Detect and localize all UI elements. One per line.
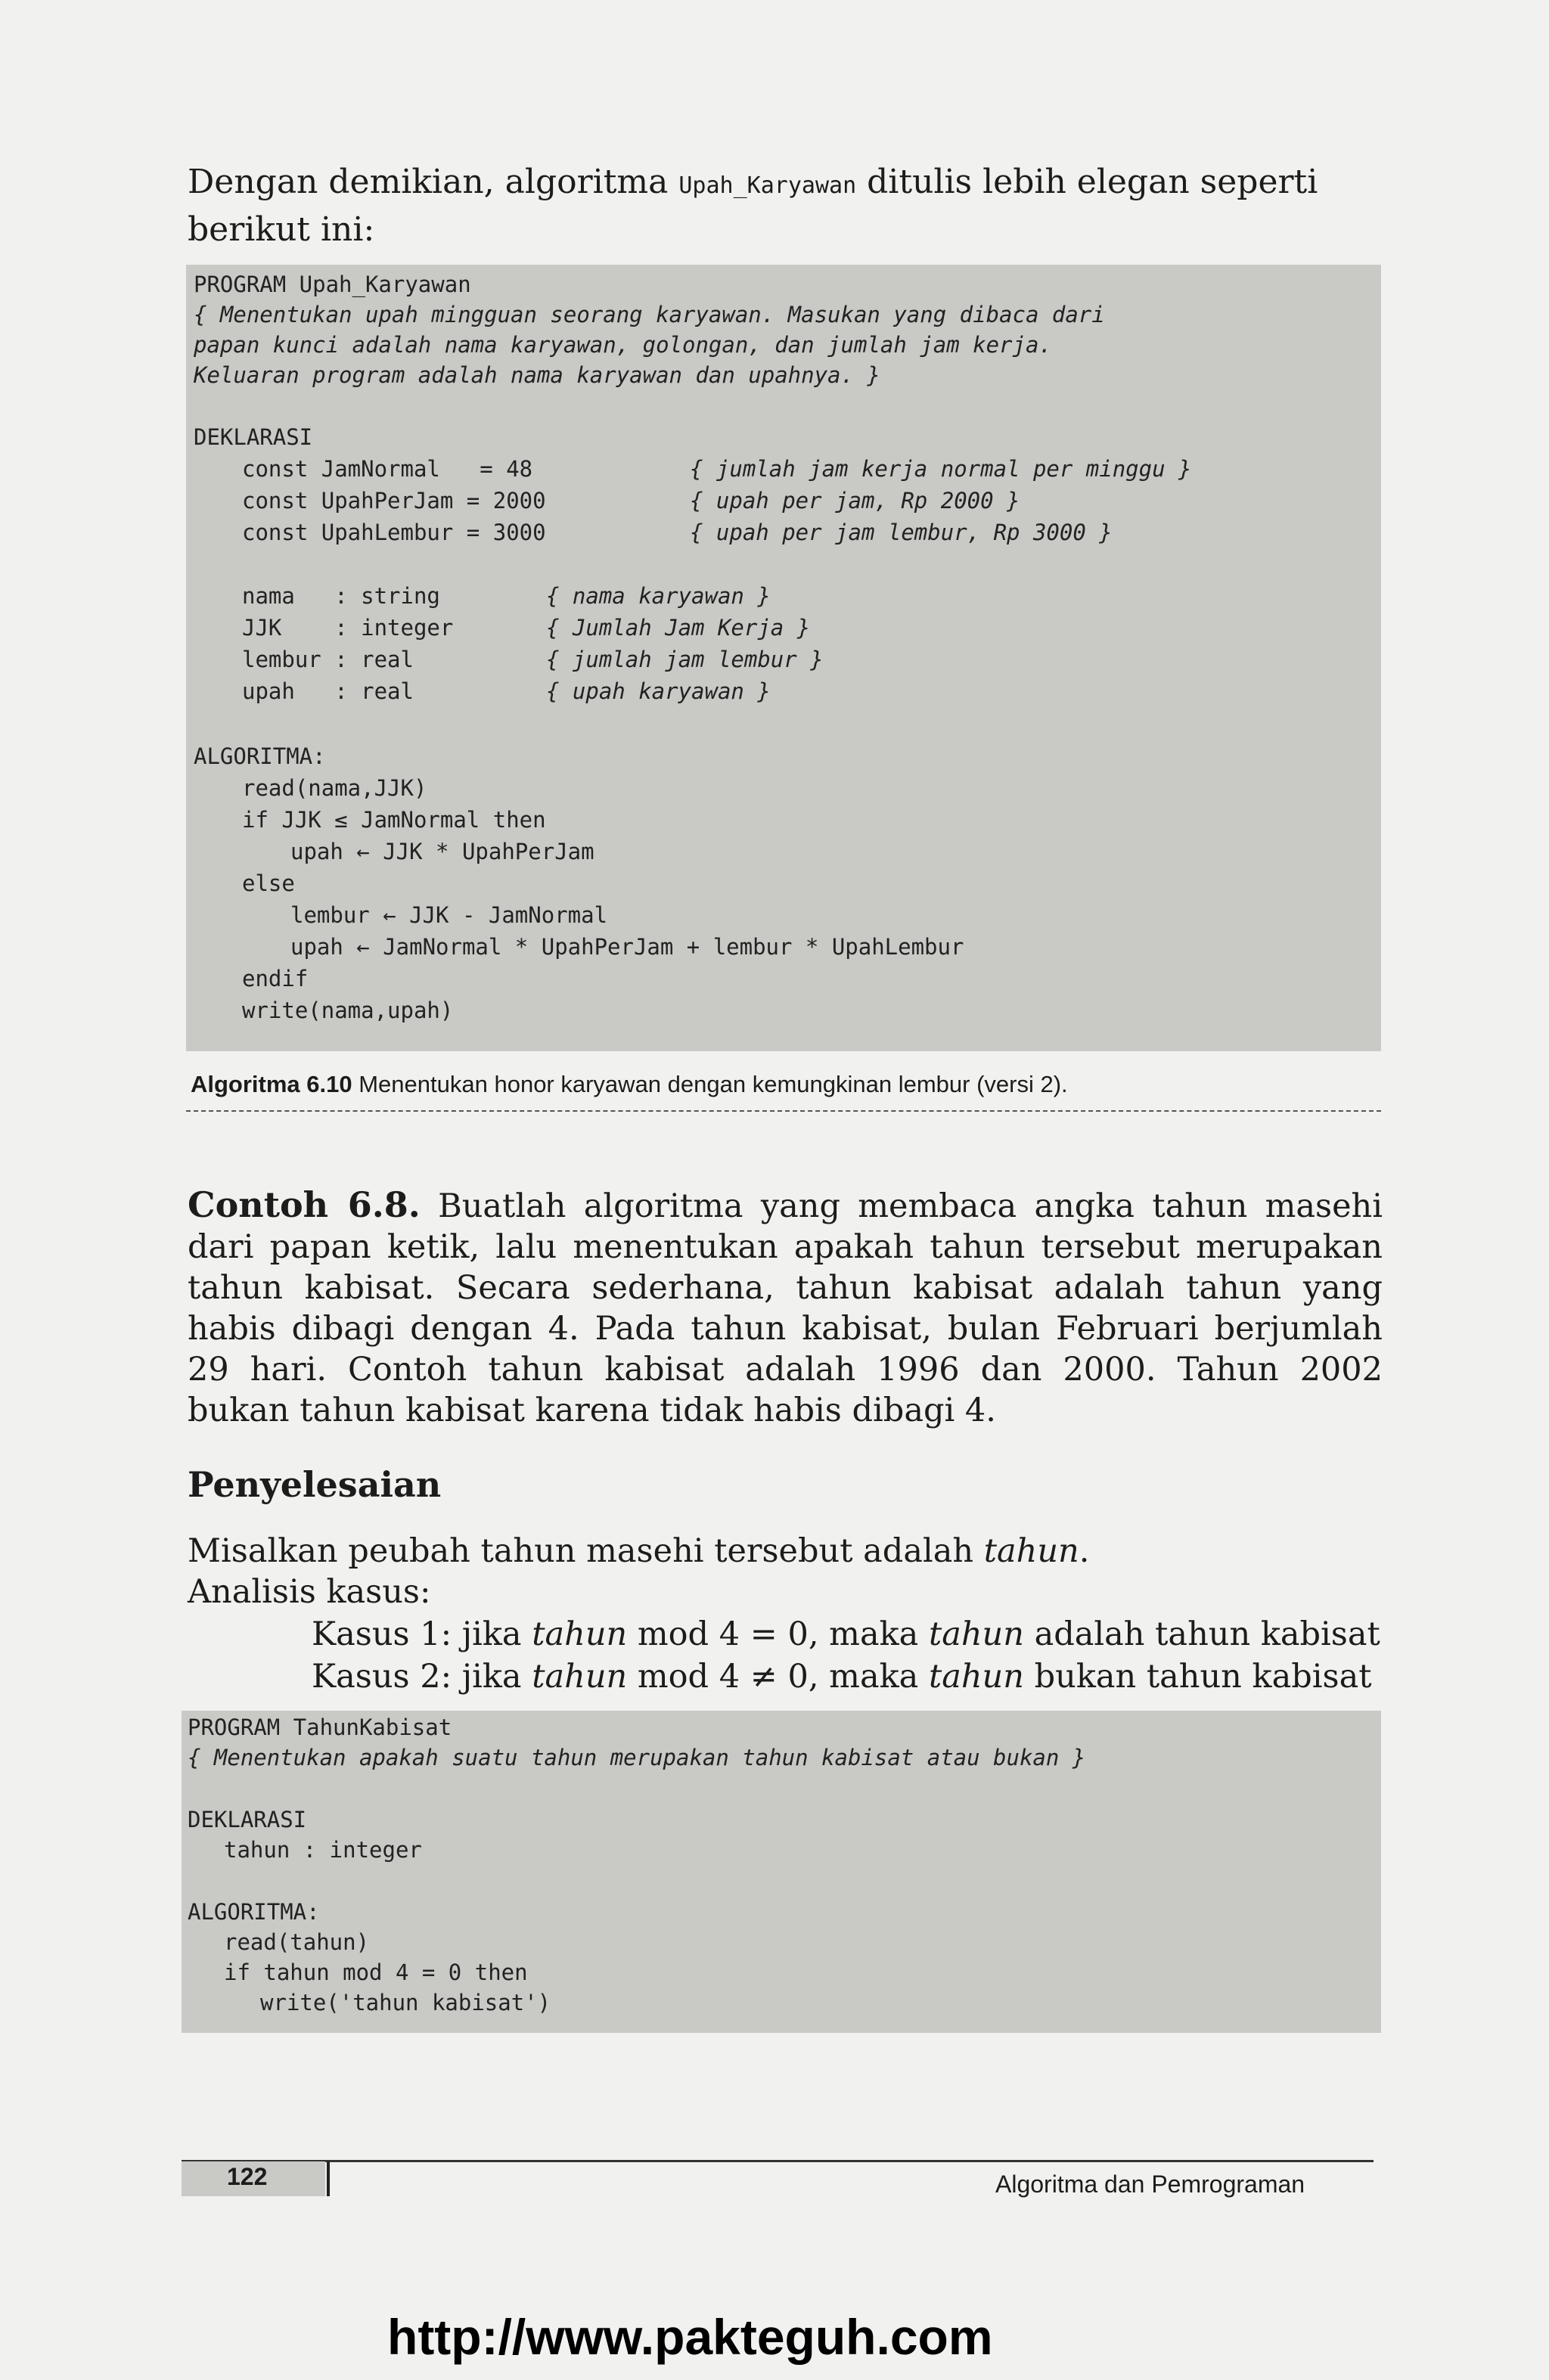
code2-comment: { Menentukan apakah suatu tahun merupakan tahun kabisat atau bukan }	[188, 1745, 1086, 1770]
case-1-mid: mod 4 = 0, maka	[627, 1615, 929, 1653]
code-var-lembur: lembur : real	[242, 647, 414, 672]
code2-write: write('tahun kabisat')	[260, 1990, 551, 2015]
case-2-var: tahun	[532, 1658, 628, 1696]
intro-text-pre: Dengan demikian, algoritma	[188, 163, 679, 201]
case-1-var2: tahun	[928, 1615, 1024, 1653]
code-deklarasi: DEKLARASI	[194, 424, 313, 450]
code2-deklarasi: DEKLARASI	[188, 1807, 307, 1832]
code-comment-line-1: { Menentukan upah mingguan seorang karyawan. Masukan yang dibaca dari	[194, 302, 1105, 327]
caption-text: Menentukan honor karyawan dengan kemungkinan lembur (versi 2).	[352, 1071, 1068, 1097]
solution-line-1	[188, 1531, 1383, 1572]
code-upah-lembur: upah ← JamNormal * UpahPerJam + lembur * UpahLembur	[290, 934, 964, 960]
solution-line-2: Analisis kasus:	[188, 1573, 431, 1611]
solution-line-1-var: tahun	[983, 1532, 1079, 1570]
book-title: Algoritma dan Pemrograman	[995, 2171, 1305, 2198]
footer-rule	[182, 2160, 1374, 2162]
code-lembur-calc: lembur ← JJK - JamNormal	[290, 902, 608, 928]
solution-line-1-end: .	[1079, 1532, 1090, 1570]
code-comment-jjk: { Jumlah Jam Kerja }	[546, 615, 811, 641]
code-write: write(nama,upah)	[242, 998, 454, 1023]
caption-divider	[186, 1110, 1381, 1112]
code2-read: read(tahun)	[224, 1929, 370, 1955]
intro-paragraph	[188, 160, 1398, 252]
code-const-upahperjam: const UpahPerJam = 2000	[242, 488, 546, 514]
case-2	[312, 1656, 1386, 1697]
case-2-mid: mod 4 ≠ 0, maka	[627, 1658, 929, 1696]
code-upah-normal: upah ← JJK * UpahPerJam	[290, 839, 594, 864]
example-title: Contoh 6.8.	[188, 1184, 421, 1225]
code-const-upahlembur: const UpahLembur = 3000	[242, 520, 546, 545]
case-1-pre: Kasus 1: jika	[312, 1615, 532, 1653]
watermark-url: http://www.pakteguh.com	[387, 2309, 993, 2365]
solution-heading: Penyelesaian	[188, 1464, 442, 1505]
code2-algoritma: ALGORITMA:	[188, 1899, 320, 1925]
algorithm-code-block	[186, 265, 1381, 1051]
case-1	[312, 1614, 1386, 1655]
code-comment-line-2: papan kunci adalah nama karyawan, golongan, dan jumlah jam kerja.	[194, 332, 1052, 358]
algorithm-caption	[191, 1071, 1386, 1098]
code-var-nama: nama : string	[242, 583, 440, 609]
intro-code-name: Upah_Karyawan	[678, 172, 857, 199]
code-comment-lembur: { jumlah jam lembur }	[546, 647, 824, 672]
code-line-program: PROGRAM Upah_Karyawan	[194, 272, 471, 297]
case-2-var2: tahun	[928, 1658, 1024, 1696]
code-comment-nama: { nama karyawan }	[546, 583, 771, 609]
code-read: read(nama,JJK)	[242, 775, 427, 801]
code-comment-upahperjam: { upah per jam, Rp 2000 }	[690, 488, 1020, 514]
code-algoritma: ALGORITMA:	[194, 743, 326, 769]
code-else: else	[242, 870, 295, 896]
code2-program: PROGRAM TahunKabisat	[188, 1714, 452, 1740]
code-var-jjk: JJK : integer	[242, 615, 454, 641]
code-var-upah: upah : real	[242, 678, 414, 704]
caption-label: Algoritma 6.10	[191, 1071, 352, 1097]
code-comment-jamnormal: { jumlah jam kerja normal per minggu }	[690, 456, 1192, 482]
code-endif: endif	[242, 966, 309, 991]
case-1-var: tahun	[532, 1615, 628, 1653]
tahunkabisat-code-block	[182, 1711, 1381, 2033]
code-comment-line-3: Keluaran program adalah nama karyawan dan upahnya. }	[194, 362, 880, 388]
solution-line-1-text: Misalkan peubah tahun masehi tersebut adalah	[188, 1532, 984, 1570]
case-2-post: bukan tahun kabisat	[1023, 1658, 1372, 1696]
code-if: if JJK ≤ JamNormal then	[242, 807, 546, 833]
page-number: 122	[227, 2163, 268, 2190]
case-2-pre: Kasus 2: jika	[312, 1658, 532, 1696]
example-body: Buatlah algoritma yang membaca angka tahun masehi dari papan ketik, lalu menentukan apakah tahun tersebut merupakan tahun kabisat. Secara sederhana, tahun kabisat adalah tahun yang habis dibagi dengan 4. Pada tahun kabisat, bulan Februari berjumlah 29 hari. Contoh tahun kabisat adalah 1996 dan 2000. Tahun 2002 bukan tahun kabisat karena tidak habis dibagi 4.	[188, 1187, 1383, 1429]
code-comment-upah: { upah karyawan }	[546, 678, 771, 704]
example-paragraph	[188, 1184, 1383, 1431]
page-number-bar	[327, 2161, 330, 2196]
case-1-post: adalah tahun kabisat	[1023, 1615, 1380, 1653]
intro-text-post: ditulis lebih elegan seperti berikut ini:	[188, 163, 1318, 249]
code-comment-upahlembur: { upah per jam lembur, Rp 3000 }	[690, 520, 1113, 545]
code2-var-tahun: tahun : integer	[224, 1837, 422, 1863]
code-const-jamnormal: const JamNormal = 48	[242, 456, 533, 482]
code2-if: if tahun mod 4 = 0 then	[224, 1960, 528, 1985]
